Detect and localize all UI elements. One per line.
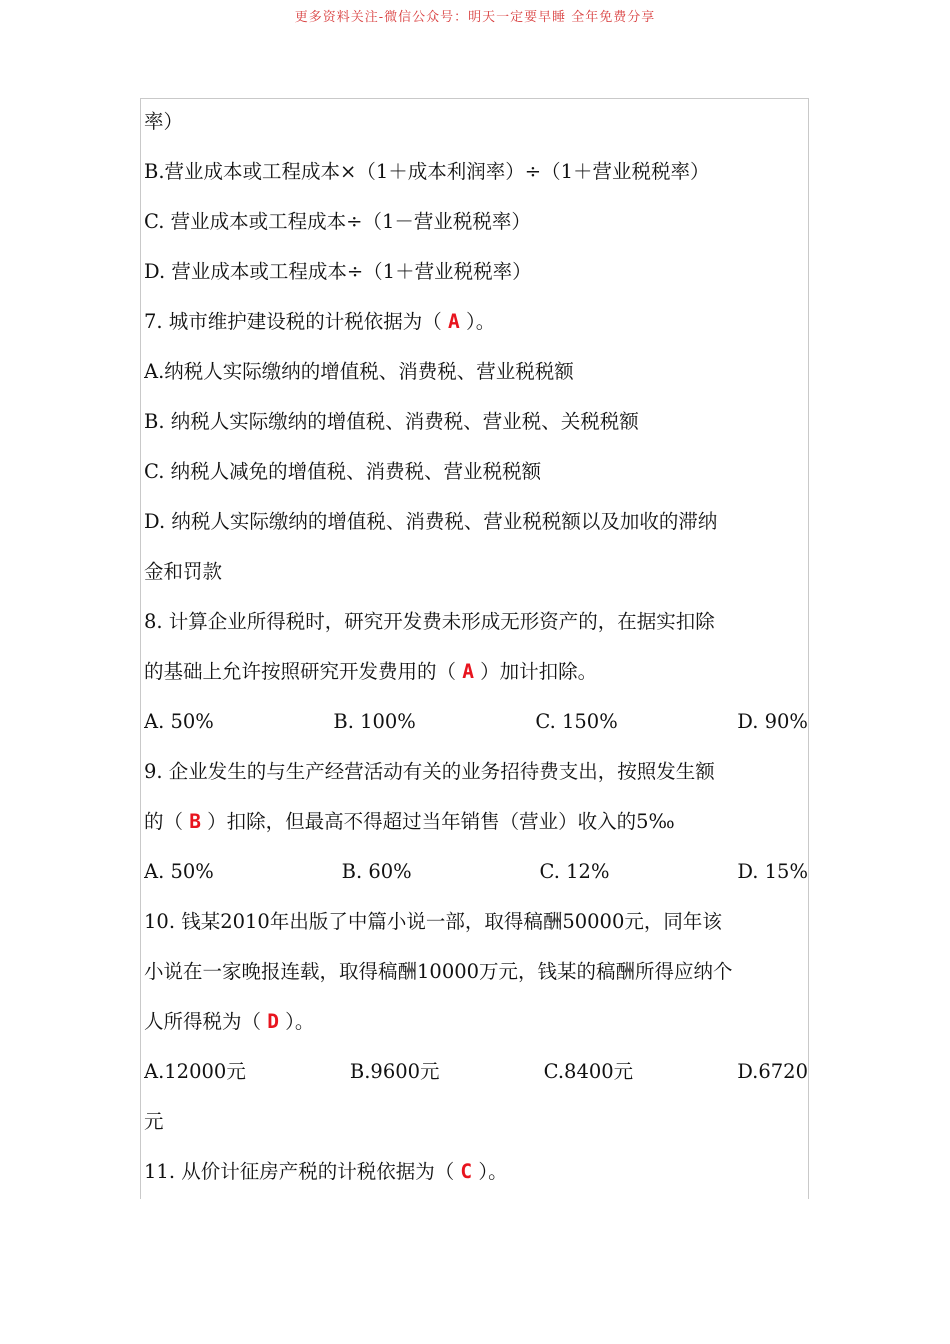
option-d-line: D. 营业成本或工程成本÷（1＋营业税税率） — [144, 260, 532, 283]
header-banner: 更多资料关注-微信公众号：明天一定要早睡 全年免费分享 — [294, 10, 656, 25]
question-7-tail: ）。 — [459, 310, 496, 333]
question-8-cont — [144, 647, 808, 697]
question-7-answer: A — [448, 310, 460, 333]
question-11-answer: C — [460, 1160, 473, 1183]
option-c-line: C. 营业成本或工程成本÷（1－营业税税率） — [144, 210, 531, 233]
question-9-tail: ）扣除，但最高不得超过当年销售（营业）收入的5‰ — [200, 810, 675, 833]
q7-option-a: A.纳税人实际缴纳的增值税、消费税、营业税税额 — [144, 360, 574, 383]
question-10-cont: 小说在一家晚报连载，取得稿酬10000万元，钱某的稿酬所得应纳个 — [144, 960, 733, 983]
question-7-text: 7. 城市维护建设税的计税依据为（ — [144, 310, 449, 333]
q7-option-c: C. 纳税人减免的增值税、消费税、营业税税额 — [144, 460, 542, 483]
question-9-cont — [144, 797, 808, 847]
q9-option-c: C. 12% — [539, 860, 610, 883]
question-11-tail: ）。 — [472, 1160, 508, 1183]
q7-option-d: D. 纳税人实际缴纳的增值税、消费税、营业税税额以及加收的滞纳 — [144, 510, 718, 533]
q10-option-b: B.9600元 — [349, 1060, 440, 1083]
q10-option-d-cont: 元 — [144, 1110, 164, 1133]
q9-option-d: D. 15% — [737, 860, 808, 883]
question-8: 8. 计算企业所得税时，研究开发费未形成无形资产的，在据实扣除 — [144, 610, 715, 633]
q10-option-d: D.6720 — [737, 1060, 808, 1083]
q8-option-c: C. 150% — [535, 710, 618, 733]
q7-option-b: B. 纳税人实际缴纳的增值税、消费税、营业税、关税税额 — [144, 410, 639, 433]
question-10-tail: ）。 — [278, 1010, 315, 1033]
q10-option-a: A.12000元 — [144, 1060, 246, 1083]
question-8-answer: A — [462, 660, 474, 683]
question-10-answer: D — [267, 1010, 279, 1033]
document-body — [144, 97, 808, 1197]
q8-option-d: D. 90% — [737, 710, 808, 733]
question-11-text: 11. 从价计征房产税的计税依据为（ — [144, 1160, 461, 1183]
q10-option-c: C.8400元 — [543, 1060, 634, 1083]
q8-option-b: B. 100% — [333, 710, 416, 733]
question-10-cont-2 — [144, 997, 808, 1047]
q8-option-a: A. 50% — [144, 710, 214, 733]
question-11 — [144, 1147, 808, 1197]
question-9-options — [144, 847, 808, 897]
question-9-text: 的（ — [144, 810, 190, 833]
question-8-tail: ）加计扣除。 — [473, 660, 598, 683]
question-10-options — [144, 1047, 808, 1097]
question-10-text: 人所得税为（ — [144, 1010, 268, 1033]
question-9-answer: B — [189, 810, 201, 833]
question-9: 9. 企业发生的与生产经营活动有关的业务招待费支出，按照发生额 — [144, 760, 715, 783]
question-8-text: 的基础上允许按照研究开发费用的（ — [144, 660, 463, 683]
question-7 — [144, 297, 808, 347]
q9-option-b: B. 60% — [341, 860, 412, 883]
q7-option-d-cont: 金和罚款 — [144, 560, 223, 583]
text-line: 率） — [144, 110, 184, 133]
question-8-options — [144, 697, 808, 747]
question-10: 10. 钱某2010年出版了中篇小说一部，取得稿酬50000元，同年该 — [144, 910, 722, 933]
option-b-line: B.营业成本或工程成本×（1＋成本利润率）÷（1＋营业税税率） — [144, 160, 710, 183]
q9-option-a: A. 50% — [144, 860, 214, 883]
